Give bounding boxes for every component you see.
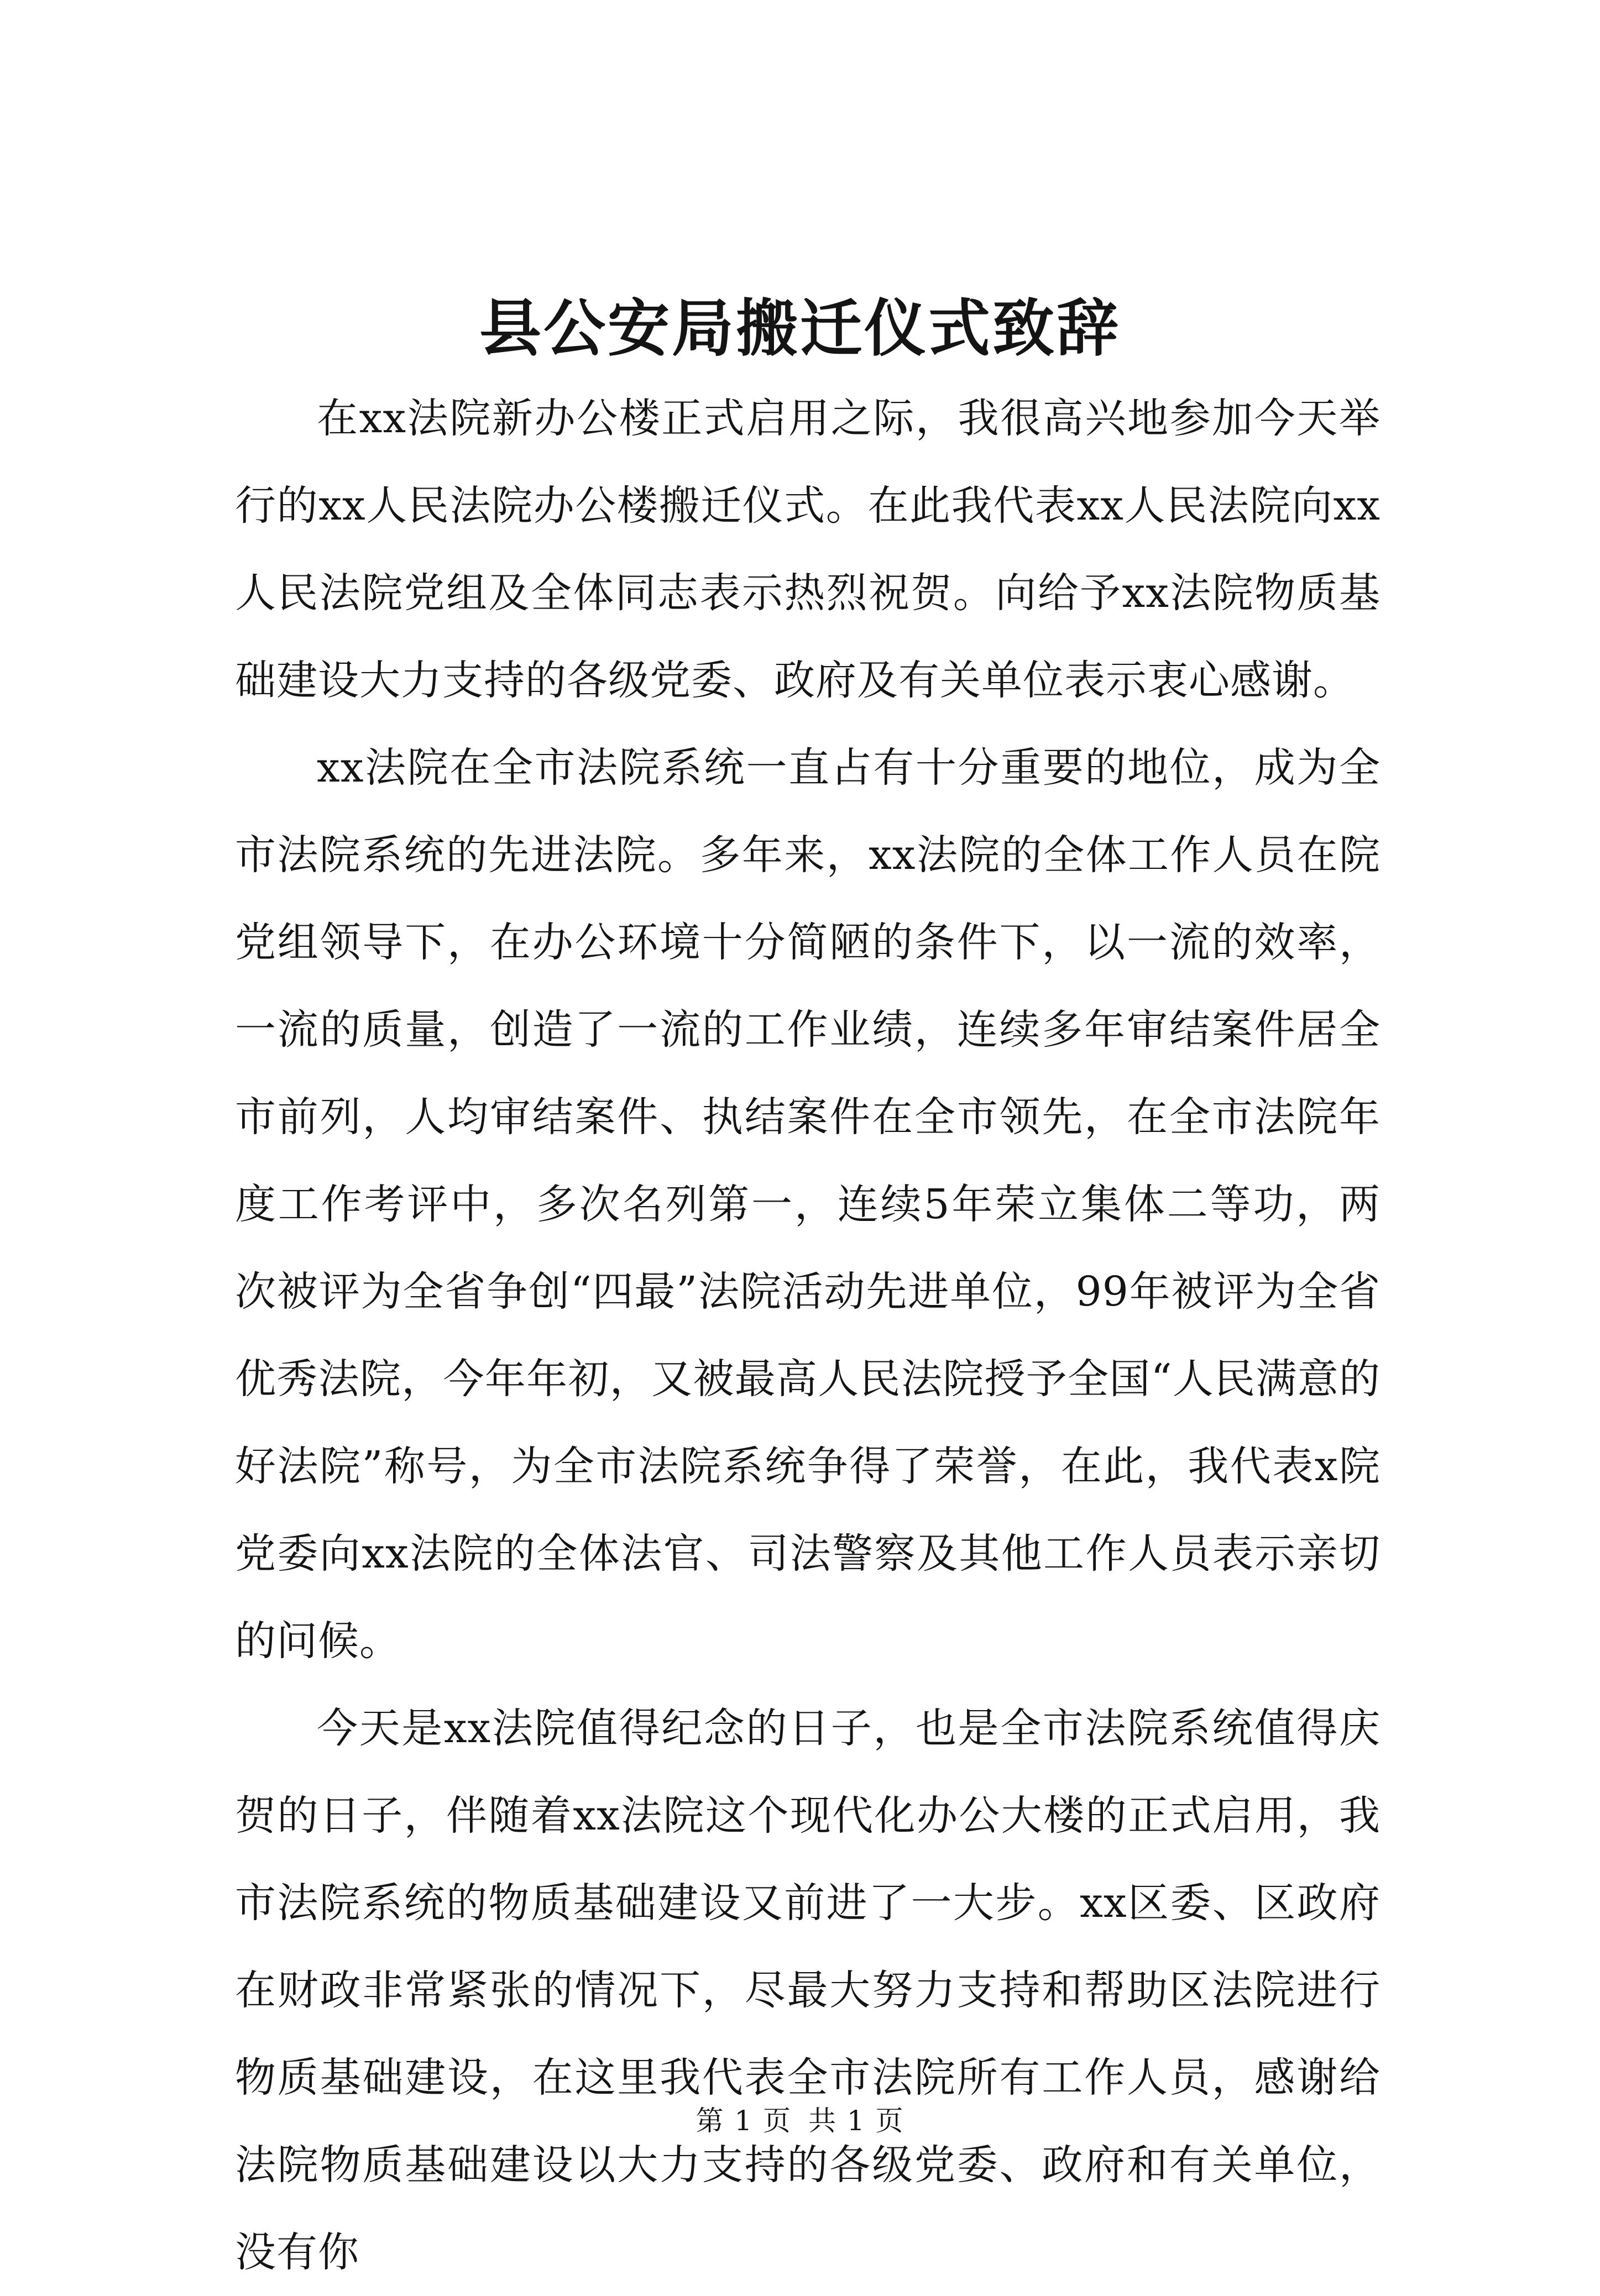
page-footer: [0, 2101, 1600, 2140]
paragraph-3: 今天是xx法院值得纪念的日子，也是全市法院系统值得庆贺的日子，伴随着xx法院这个现代化办公大楼的正式启用，我市法院系统的物质基础建设又前进了一大步。xx区委、区政府在财政非常紧张的情况下，尽最大努力支持和帮助区法院进行物质基础建设，在这里我代表全市法院所有工作人员，感谢给法院物质基础建设以大力支持的各级党委、政府和有关单位，没有你: [235, 1705, 1381, 2276]
paragraph-2: xx法院在全市法院系统一直占有十分重要的地位，成为全市法院系统的先进法院。多年来，xx法院的全体工作人员在院党组领导下，在办公环境十分简陋的条件下，以一流的效率，一流的质量，创造了一流的工作业绩，连续多年审结案件居全市前列，人均审结案件、执结案件在全市领先，在全市法院年度工作考评中，多次名列第一，连续5年荣立集体二等功，两次被评为全省争创“四最”法院活动先进单位，99年被评为全省优秀法院，今年年初，又被最高人民法院授予全国“人民满意的好法院”称号，为全市法院系统争得了荣誉，在此，我代表x院党委向xx法院的全体法官、司法警察及其他工作人员表示亲切的问候。: [235, 744, 1381, 1665]
document-title: 县公安局搬迁仪式致辞: [479, 292, 1121, 365]
page-total: 共 1 页: [808, 2105, 904, 2137]
document-body: [235, 375, 1381, 2296]
page-number: 第 1 页: [696, 2105, 792, 2137]
paragraph-1: 在xx法院新办公楼正式启用之际，我很高兴地参加今天举行的xx人民法院办公楼搬迁仪式。在此我代表xx人民法院向xx人民法院党组及全体同志表示热烈祝贺。向给予xx法院物质基础建设大力支持的各级党委、政府及有关单位表示衷心感谢。: [235, 395, 1381, 704]
